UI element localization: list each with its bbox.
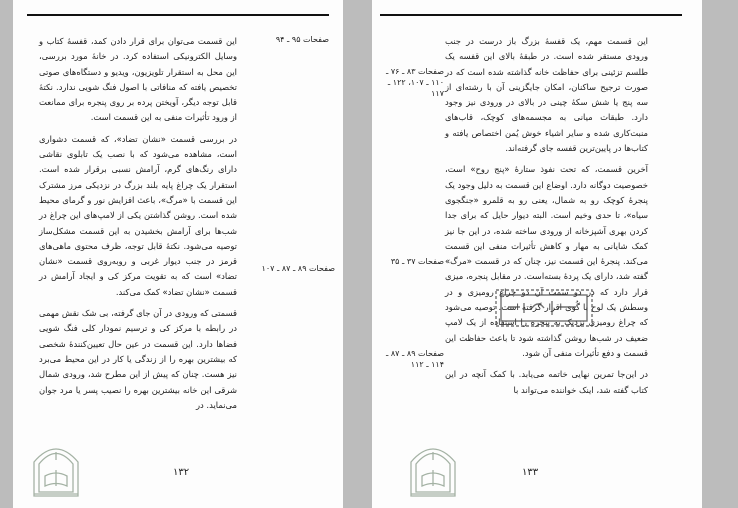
paragraph: این قسمت مهم، یک قفسهٔ بزرگ باز درست در جنب ورودی مستقر شده است. در طبقهٔ بالای این قفسه یک طلسم تزئینی برای حفاظت خانه گذاشته شده است که در صورت ترجیح ساکنان، امکان جایگزینی آن با رشته‌ای از سه پنج یا شش سکهٔ چینی در بالای در ورودی نیز وجود دارد. طبقات میانی به مجسمه‌های کوچک، قاب‌های منبت‌کاری شده و سایر اشیاء خوش یُمن اختصاص یافته و کتاب‌ها در پایین‌ترین قفسه جای گرفته‌اند. xyxy=(445,36,648,154)
left-page xyxy=(13,0,343,508)
body-text xyxy=(39,34,237,419)
paragraph: این قسمت می‌توان برای قرار دادن کمد، قفسهٔ کتاب و وسایل الکترونیکی استفاده کرد. در خانهٔ مورد بررسی، این محل به استقرار تلویزیون، ویدیو و دستگاه‌های صوتی تخصیص یافته که منافاتی با اصول فنگ شویی ندارد. نکتهٔ قابل توجه دیگر، آویختن پرده بر روی پنجره برای ممانعت از ورود تأثیرات منفی به این قسمت است. xyxy=(39,36,237,123)
header-rule xyxy=(380,14,682,16)
paragraph: آخرین قسمت، که تحت نفوذ ستارهٔ «پنج روح» است، خصوصیت دوگانه دارد. اوضاع این قسمت به دلیل وجود یک پنجرهٔ کوچک رو به شمال، یعنی رو به قلمرو «جنگجوی سیاه»، تا حدی وخیم است. البته دیوار حایل که برای جدا کردن بهری آشپزخانه از ورودی ساخته شده، در این جا نیز کمک شایانی به مهار و کاهش تأثیرات منفی این قسمت می‌کند. پنجرهٔ این قسمت نیز، چنان که در قسمت «مرگ» گفته شد، دارای یک پردهٔ بسته‌است. در مقابل پنجره، میزی قرار دارد که در دو سمت آن دو چراغ رومیزی و در وسطش یک لوح با گُوی اقرار گرفته است. توصیه می‌شود که چراغ رومیزی نزدیک به پنجره را استفاده از یک لامپ ضعیف در شب‌ها روشن گذاشته شود تا باعث حفاظت این قسمت و دفع تأثیرات منفی آن شود. xyxy=(445,164,648,358)
header-rule xyxy=(27,14,329,16)
library-seal-icon xyxy=(28,434,84,500)
right-page xyxy=(372,0,702,508)
margin-reference: صفحات ۳۷ ـ ۳۵ xyxy=(390,257,444,266)
ink-stamp-icon xyxy=(494,287,594,329)
paragraph: قسمتی که ورودی در آن جای گرفته، بی شک نقش مهمی در رابطه با مرکز کی و ترسیم نمودار کلی فنگ شویی فضاها دارد. این قسمت در عین حال تعیین‌کنندهٔ شخصی که بیشترین بهره را از زندگی یا کار در این محیط می‌برد نیز هست. چنان که پیش از این مطرح شد، ورودی شمال شرقی این خانه بیشترین بهره را نصیب پسر یا مرد جوان می‌نماید. در xyxy=(39,308,237,410)
paragraph: در بررسی قسمت «نشان تضاد»، که قسمت دشواری است، مشاهده می‌شود که با نصب یک تابلوی نقاشی دارای رنگ‌های گرم، آرامش نسبی برقرار شده است. استقرار یک چراغ پایه بلند بزرگ در نزدیکی مرز مشترک این قسمت با «مرگ»، باعث افزایش نور و گرمای محیط شده است. روشن گذاشتن یکی از لامپ‌های این چراغ در شب‌ها برای آرامش بخشیدن به این قسمت مشکل‌ساز توصیه می‌شود. نکتهٔ قابل توجه، ظرف محتوی ماهی‌های قرمز در جنب دیوار غربی و روبه‌روی قسمت «نشان تضاد» است که به تقویت مرکز کی و ایجاد آرامش در قسمت «نشان تضاد» کمک می‌کند. xyxy=(39,133,237,297)
margin-reference: صفحات ۸۳ ـ ۷۶ ـ ۱۱۰ ـ ۱۰۷، ۱۲۲ ـ ۱۱۷ xyxy=(385,67,444,98)
margin-reference: صفحات ۹۵ ـ ۹۴ xyxy=(275,35,329,44)
library-seal-icon xyxy=(405,434,461,500)
paragraph: در این‌جا تمرین نهایی خاتمه می‌یابد. با کمک آنچه در این کتاب گفته شد، اینک خواننده می‌تواند با xyxy=(445,369,648,395)
body-text xyxy=(445,34,648,404)
margin-reference: صفحات ۸۹ ـ ۸۷ ـ ۱۰۷ xyxy=(261,264,335,273)
margin-reference: صفحات ۸۹ ـ ۸۷ ـ ۱۱۴ ـ ۱۱۲ xyxy=(385,349,444,369)
page-number: ۱۳۲ xyxy=(173,467,190,478)
page-number: ۱۳۳ xyxy=(522,467,539,478)
